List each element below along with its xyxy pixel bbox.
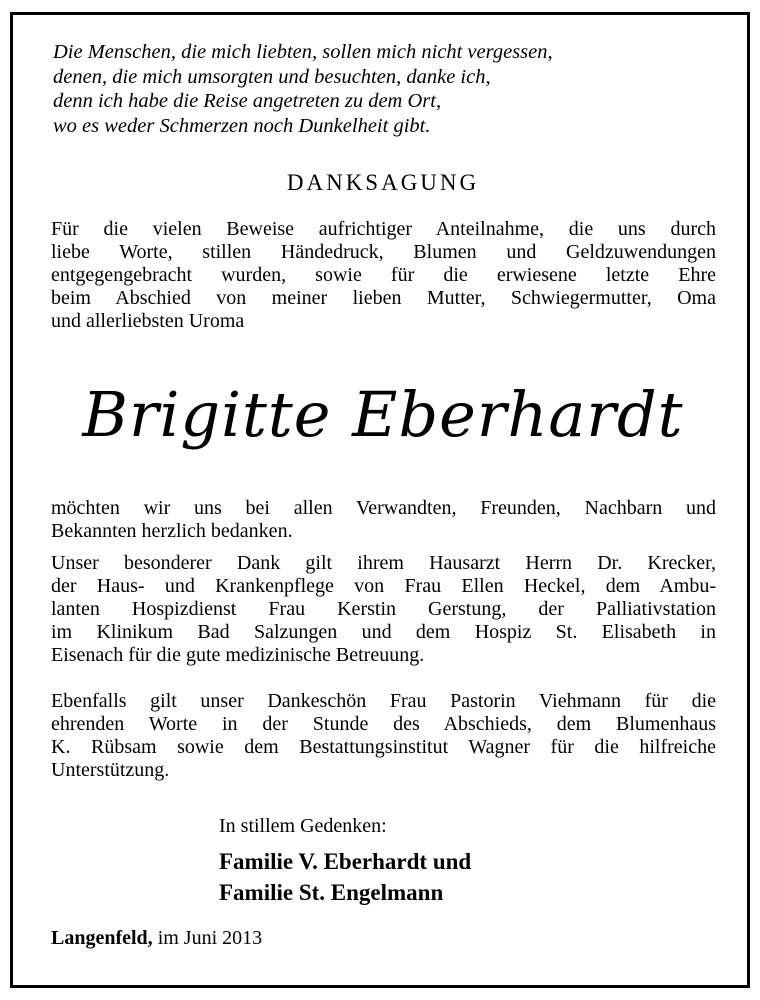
text-line: Unser besonderer Dank gilt ihrem Hausarzt Herrn Dr. Krecker, (51, 552, 716, 574)
poem-line: Die Menschen, die mich liebten, sollen mich nicht vergessen, (53, 41, 553, 63)
text-line: liebe Worte, stillen Händedruck, Blumen und Geldzuwendungen (51, 241, 716, 263)
text-line: Für die vielen Beweise aufrichtiger Anteilnahme, die uns durch (51, 218, 716, 240)
intro-paragraph (51, 218, 716, 333)
thanks-paragraph (51, 497, 716, 543)
poem-line: denn ich habe die Reise angetreten zu dem Ort, (53, 90, 442, 112)
closing-phrase: In stillem Gedenken: (219, 815, 387, 837)
text-line: lanten Hospizdienst Frau Kerstin Gerstung, der Palliativstation (51, 598, 716, 620)
family-signature: Familie V. Eberhardt und (219, 849, 472, 874)
text-line: entgegengebracht wurden, sowie für die erwiesene letzte Ehre (51, 264, 716, 286)
deceased-name: Brigitte Eberhardt (82, 378, 684, 451)
ceremony-thanks-paragraph (51, 690, 716, 782)
text-line: der Haus- und Krankenpflege von Frau Ellen Heckel, dem Ambu- (51, 575, 716, 597)
date-text: im Juni 2013 (157, 927, 263, 949)
place-name: Langenfeld, (51, 927, 153, 949)
poem-line: wo es weder Schmerzen noch Dunkelheit gibt. (53, 114, 431, 137)
place-and-date (51, 927, 262, 950)
text-line: Eisenach für die gute medizinische Betreuung. (51, 644, 425, 666)
text-line: möchten wir uns bei allen Verwandten, Freunden, Nachbarn und (51, 497, 716, 519)
text-line: im Klinikum Bad Salzungen und dem Hospiz St. Elisabeth in (51, 621, 716, 643)
medical-thanks-paragraph (51, 552, 716, 667)
text-line: Bekannten herzlich bedanken. (51, 520, 293, 542)
text-line: Unterstützung. (51, 759, 170, 781)
poem-line: denen, die mich umsorgten und besuchten, danke ich, (53, 65, 491, 88)
memorial-poem (53, 40, 723, 138)
family-signature: Familie St. Engelmann (219, 880, 444, 905)
text-line: ehrenden Worte in der Stunde des Abschieds, dem Blumenhaus (51, 713, 716, 735)
obituary-notice (10, 12, 750, 988)
notice-heading: DANKSAGUNG (286, 170, 480, 195)
text-line: und allerliebsten Uroma (51, 310, 245, 332)
text-line: beim Abschied von meiner lieben Mutter, Schwiegermutter, Oma (51, 287, 716, 309)
text-line: K. Rübsam sowie dem Bestattungsinstitut Wagner für die hilfreiche (51, 736, 716, 758)
text-line: Ebenfalls gilt unser Dankeschön Frau Pastorin Viehmann für die (51, 690, 716, 712)
